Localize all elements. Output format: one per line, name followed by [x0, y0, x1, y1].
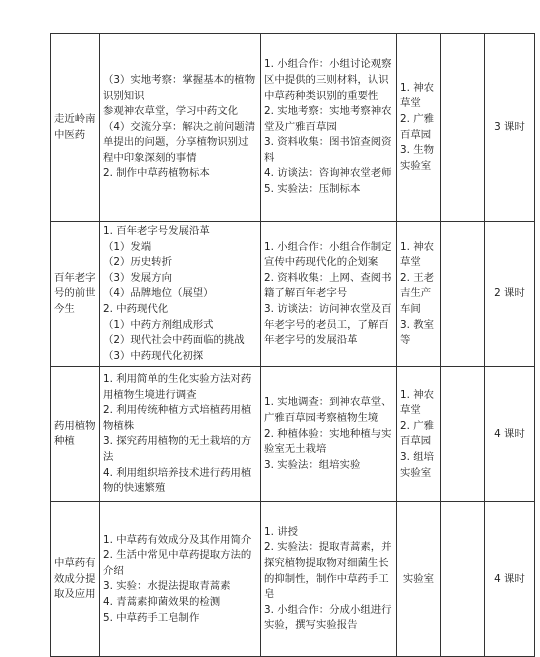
- content-item: 4. 青蒿素抑菌效果的检测: [103, 595, 221, 608]
- content-cell: [100, 502, 261, 657]
- methods-cell: [261, 502, 397, 657]
- hours-cell: 4 课时: [485, 367, 535, 502]
- method-item: 3. 资料收集：图书馆查阅资料: [264, 136, 392, 164]
- topic-cell: 中草药有效成分提取及应用: [51, 502, 100, 657]
- method-item: 2. 实验法：提取青蒿素，并探究植物提取物对细菌生长的抑制性，制作中草药手工皂: [264, 541, 392, 601]
- place-item: 3. 组培实验室: [400, 450, 434, 479]
- method-item: 2. 种植体验：实地种植与实验室无土栽培: [264, 427, 392, 456]
- method-item: 2. 实地考察：实地考察神农堂及广雅百草园: [264, 105, 392, 133]
- curriculum-table-sheet: [50, 33, 534, 655]
- content-cell: [100, 34, 261, 222]
- content-item: （2）现代社会中药面临的挑战: [103, 334, 245, 347]
- method-item: 5. 实验法：压制标本: [264, 183, 361, 196]
- content-item: （1）中药方剂组成形式: [103, 318, 214, 331]
- methods-cell: [261, 222, 397, 367]
- hours-cell: 3 课时: [485, 34, 535, 222]
- method-item: 1. 小组合作：小组讨论观察区中提供的三则材料，认识中草药种类识别的重要性: [264, 58, 392, 102]
- place-item: 2. 王老吉生产车间: [400, 271, 434, 315]
- content-item: （3）实地考察：掌握基本的植物识别知识: [103, 73, 256, 102]
- content-item: 3. 探究药用植物的无土栽培的方法: [103, 435, 252, 463]
- methods-cell: [261, 367, 397, 502]
- place-item: 1. 神农草堂: [400, 240, 434, 269]
- method-item: 3. 小组合作：分成小组进行实验，撰写实验报告: [264, 603, 392, 632]
- place-item: 实验室: [402, 572, 435, 585]
- content-item: 2. 制作中草药植物标本: [103, 167, 210, 180]
- place-item: 2. 广雅百草园: [400, 112, 434, 141]
- content-item: （4）品牌地位（展望）: [103, 287, 214, 300]
- content-item: （3）发展方向: [103, 271, 172, 284]
- place-item: 2. 广雅百草园: [400, 419, 434, 448]
- content-item: 2. 生活中常见中草药提取方法的介绍: [103, 549, 252, 577]
- content-cell: [100, 222, 261, 367]
- method-item: 1. 实地调查：到神农草堂、广雅百草园考察植物生境: [264, 396, 392, 424]
- place-item: 1. 神农草堂: [400, 81, 434, 110]
- place-cell: [397, 367, 441, 502]
- topic-cell: 百年老字号的前世今生: [51, 222, 100, 367]
- content-item: （2）历史转折: [103, 256, 172, 269]
- method-item: 1. 小组合作：小组合作制定宣传中药现代化的企划案: [264, 240, 392, 269]
- empty-cell: [441, 502, 485, 657]
- content-item: （4）交流分享：解决之前问题清单提出的问题，分享植物识别过程中印象深刻的事情: [103, 120, 256, 164]
- method-item: 1. 讲授: [264, 525, 298, 538]
- place-item: 3. 生物实验室: [400, 144, 434, 172]
- content-item: 参观神农草堂，学习中药文化: [103, 105, 239, 118]
- method-item: 3. 实验法：组培实验: [264, 458, 361, 471]
- methods-cell: [261, 34, 397, 222]
- hours-cell: 2 课时: [485, 222, 535, 367]
- method-item: 3. 访谈法：访问神农堂及百年老字号的老员工，了解百年老字号的发展沿革: [264, 302, 392, 347]
- content-item: 4. 利用组织培养技术进行药用植物的快速繁殖: [103, 466, 252, 495]
- curriculum-table: [50, 33, 535, 657]
- table-row: [51, 502, 535, 657]
- place-cell: [397, 502, 441, 657]
- content-item: 1. 中草药有效成分及其作用简介: [103, 533, 252, 546]
- place-cell: [397, 222, 441, 367]
- content-item: （3）中药现代化初探: [103, 349, 204, 362]
- content-item: （1）发端: [103, 240, 152, 253]
- empty-cell: [441, 222, 485, 367]
- place-item: 3. 教室等: [400, 318, 434, 347]
- content-item: 1. 利用简单的生化实验方法对药用植物生境进行调查: [103, 372, 252, 401]
- empty-cell: [441, 34, 485, 222]
- content-item: 1. 百年老字号发展沿革: [103, 225, 210, 237]
- table-row: [51, 367, 535, 502]
- content-cell: [100, 367, 261, 502]
- table-row: [51, 34, 535, 222]
- content-item: 3. 实验：水提法提取青蒿素: [103, 580, 231, 593]
- place-cell: [397, 34, 441, 222]
- topic-cell: 走近岭南中医药: [51, 34, 100, 222]
- table-row: [51, 222, 535, 367]
- empty-cell: [441, 367, 485, 502]
- content-item: 2. 利用传统种植方式培植药用植物植株: [103, 404, 252, 432]
- topic-cell: 药用植物种植: [51, 367, 100, 502]
- method-item: 4. 访谈法：咨询神农堂老师: [264, 167, 392, 180]
- content-item: 2. 中药现代化: [103, 302, 169, 315]
- table-body: [51, 34, 535, 657]
- content-item: 5. 中草药手工皂制作: [103, 611, 200, 624]
- hours-cell: 4 课时: [485, 502, 535, 657]
- method-item: 2. 资料收集：上网、查阅书籍了解百年老字号: [264, 271, 392, 300]
- place-item: 1. 神农草堂: [400, 388, 434, 417]
